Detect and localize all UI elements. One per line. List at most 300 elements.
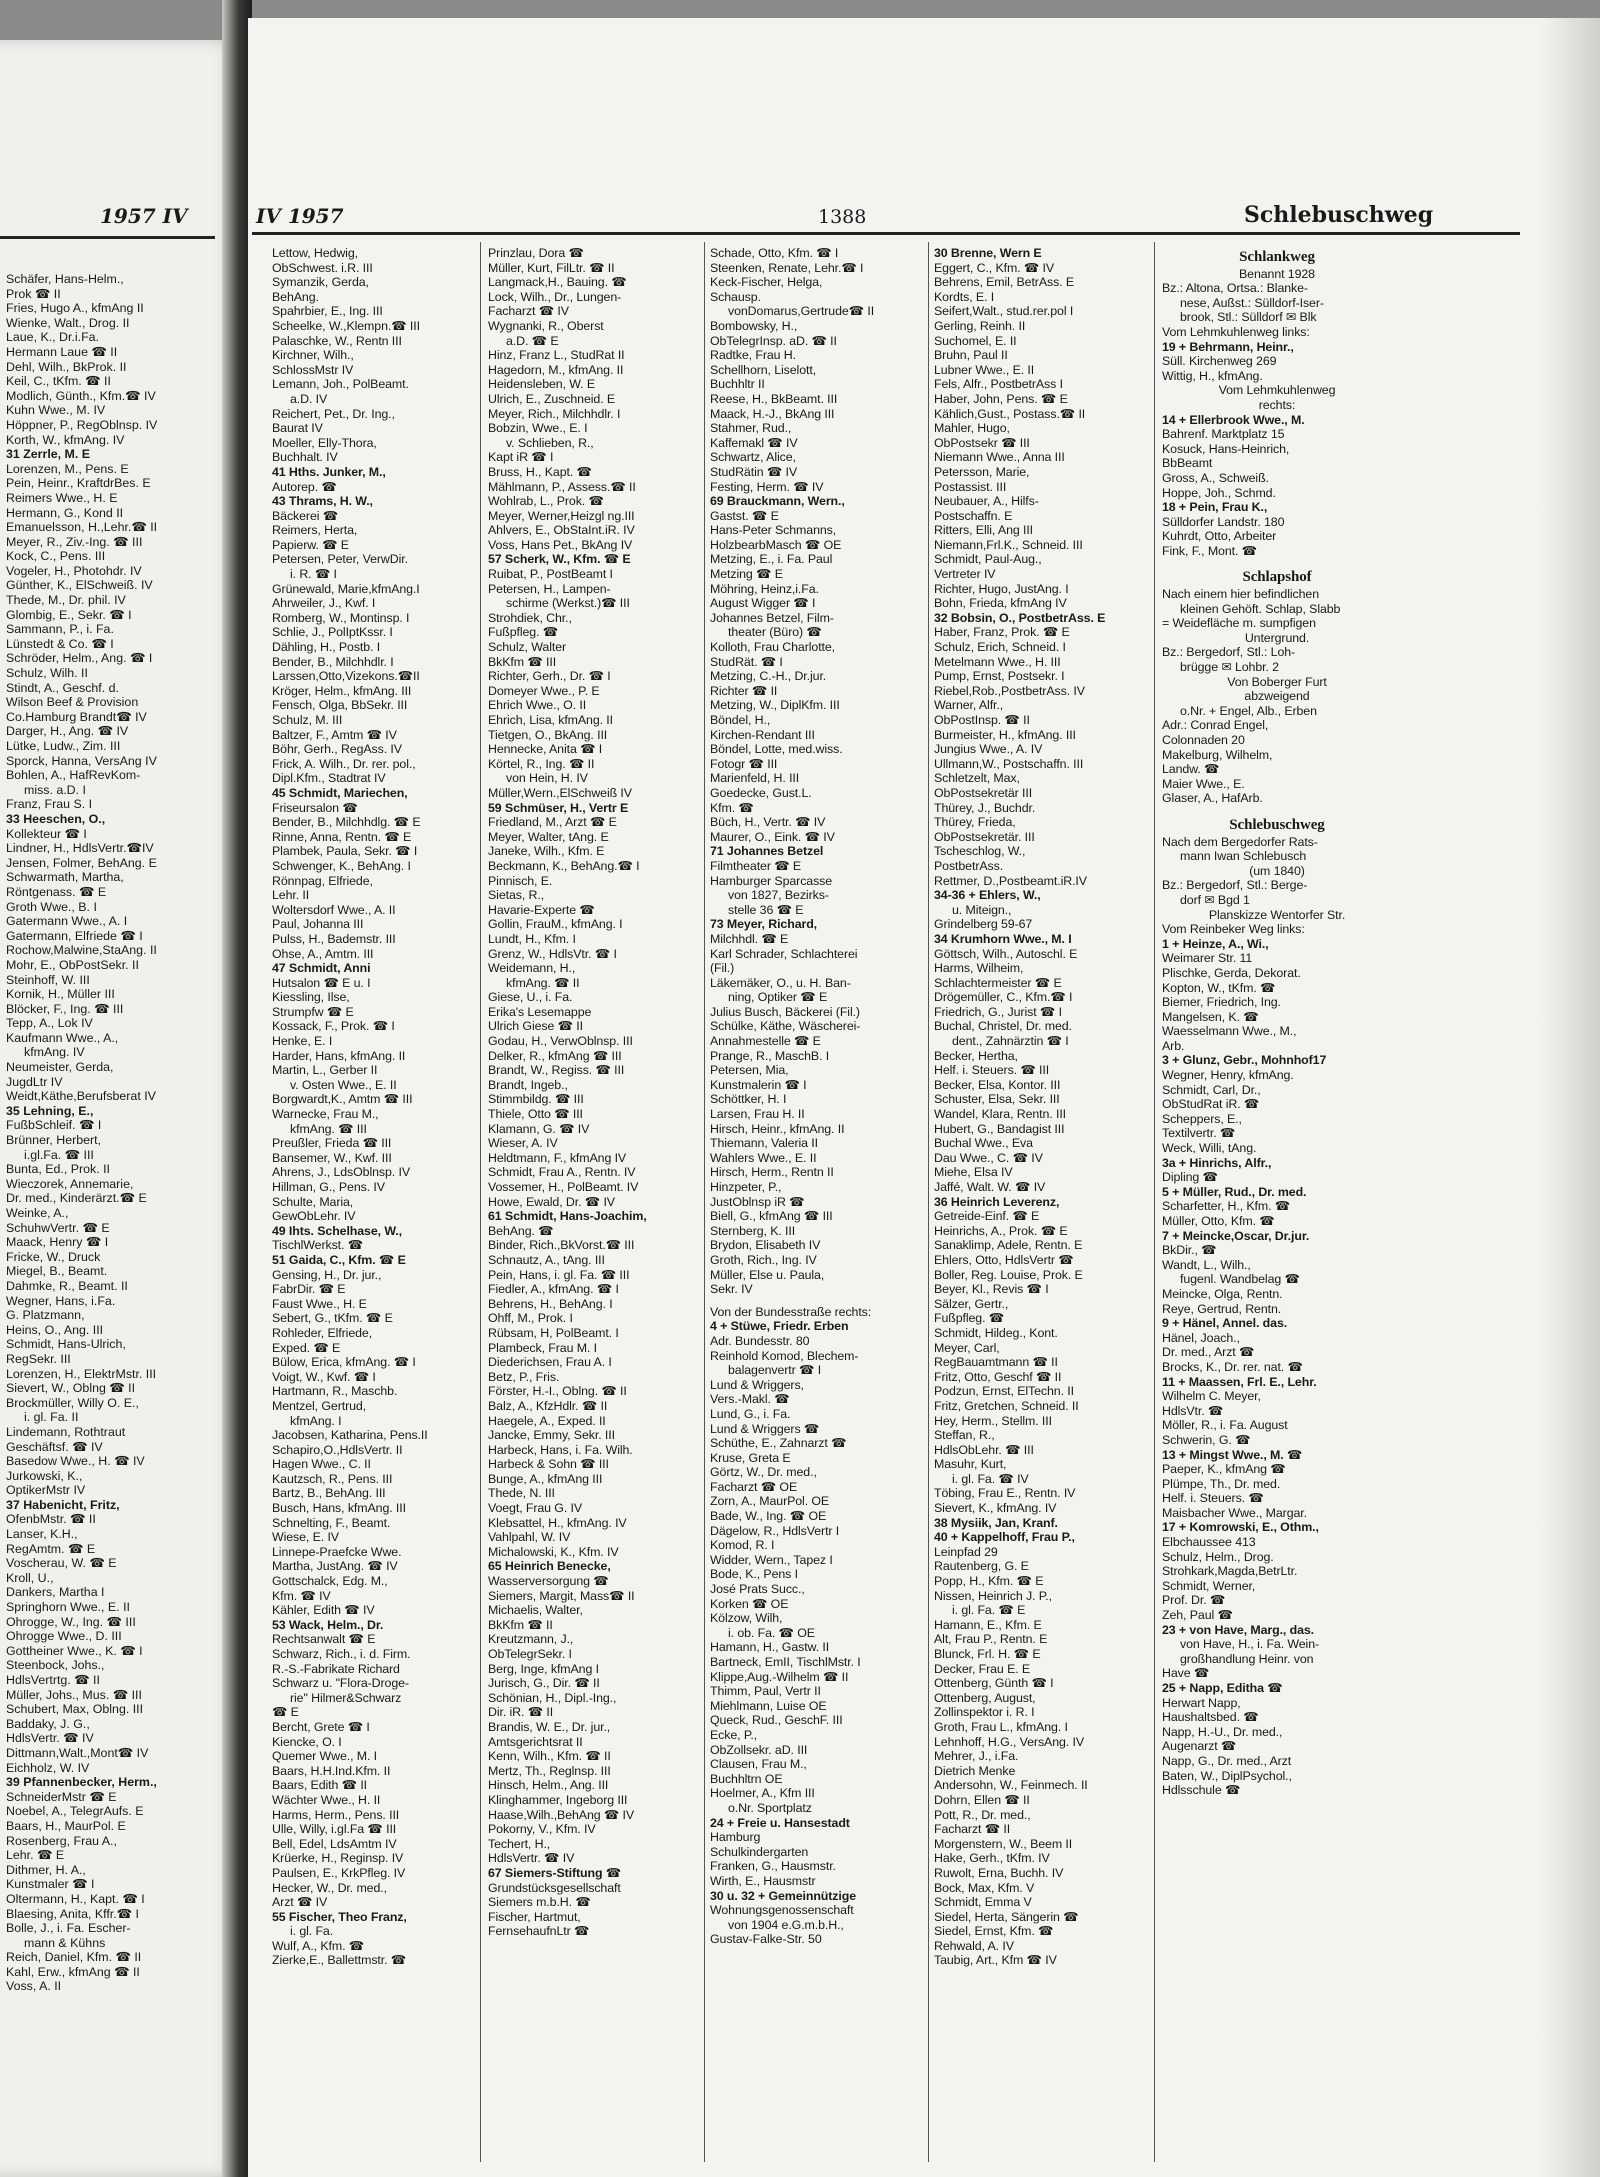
directory-entry-line: Siemers m.b.H. ☎ bbox=[488, 1895, 591, 1910]
directory-entry-line: Hubert, G., Bandagist III bbox=[934, 1121, 1065, 1136]
directory-entry-line: Lorenzen, M., Pens. E bbox=[6, 461, 129, 476]
directory-entry-line: Fußpfleg. ☎ bbox=[934, 1311, 1005, 1326]
directory-entry-line: i. R. ☎ I bbox=[290, 567, 337, 582]
directory-entry-line: Alt, Frau P., Rentn. E bbox=[934, 1632, 1048, 1647]
directory-entry-line: Schmidt, Carl, Dr., bbox=[1162, 1082, 1261, 1097]
directory-entry-line: Hoppe, Joh., Schmd. bbox=[1162, 485, 1276, 500]
street-heading: Schlankweg bbox=[1239, 250, 1315, 265]
directory-entry-line: August Wigger ☎ I bbox=[710, 596, 816, 611]
directory-entry-line: StudRät. ☎ I bbox=[710, 654, 783, 669]
directory-entry-line: 19 + Behrmann, Heinr., bbox=[1162, 339, 1294, 354]
directory-entry-line: Kenn, Wilh., Kfm. ☎ II bbox=[488, 1749, 611, 1764]
directory-entry-line: Widder, Wern., Tapez I bbox=[710, 1552, 833, 1567]
directory-entry-line: Steinhoff, W. III bbox=[6, 972, 90, 987]
directory-entry-line: 5 + Müller, Rud., Dr. med. bbox=[1162, 1184, 1307, 1199]
directory-entry-line: Goedecke, Gust.L. bbox=[710, 785, 812, 800]
directory-entry-line: Rautenberg, G. E bbox=[934, 1559, 1029, 1574]
directory-entry-line: BehAng. ☎ bbox=[488, 1223, 554, 1238]
directory-entry-line: Grenz, W., HdlsVtr. ☎ I bbox=[488, 946, 617, 961]
directory-entry-line: JustOblnsp iR ☎ bbox=[710, 1194, 805, 1209]
directory-entry-line: Balz, A., KfzHdlr. ☎ II bbox=[488, 1398, 608, 1413]
directory-entry-line: Schmidt, Paul-Aug., bbox=[934, 552, 1042, 567]
street-heading: Schlebuschweg bbox=[1229, 817, 1325, 833]
directory-entry-line: Bell, Edel, LdsAmtm IV bbox=[272, 1836, 397, 1851]
directory-entry-line: Symanzik, Gerda, bbox=[272, 275, 369, 290]
directory-column-4 bbox=[934, 246, 1146, 2166]
directory-entry-line: Kuhrdt, Otto, Arbeiter bbox=[1162, 529, 1277, 544]
directory-entry-line: Nach dem Bergedorfer Rats- bbox=[1162, 834, 1318, 849]
directory-entry-line: Klinghammer, Ingeborg III bbox=[488, 1792, 628, 1807]
directory-entry-line: Warnecke, Frau M., bbox=[272, 1107, 379, 1122]
directory-entry-line: Kuhn Wwe., M. IV bbox=[6, 403, 106, 418]
directory-entry-line: ning, Optiker ☎ E bbox=[728, 990, 828, 1005]
directory-entry-line: Göttsch, Wilh., Autoschl. E bbox=[934, 946, 1078, 961]
directory-entry-line: Harms, Wilheim, bbox=[934, 961, 1024, 976]
directory-entry-line: Kölzow, Wilh, bbox=[710, 1611, 783, 1626]
directory-entry-line: Dr. med., Kinderärzt.☎ E bbox=[6, 1191, 147, 1206]
directory-entry-line: Decker, Frau E. E bbox=[934, 1661, 1031, 1676]
directory-entry-line: Ottenberg, Günth ☎ I bbox=[934, 1676, 1054, 1691]
directory-entry-line: Reimers Wwe., H. E bbox=[6, 490, 118, 505]
directory-entry-line: Busch, Hans, kfmAng. III bbox=[272, 1501, 406, 1516]
directory-entry-line: Hey, Herm., Stellm. III bbox=[934, 1413, 1052, 1428]
directory-entry-line: Schmidt, Emma V bbox=[934, 1895, 1032, 1910]
directory-entry-line: 40 + Kappelhoff, Frau P., bbox=[934, 1530, 1075, 1545]
directory-entry-line: Harbeck, Hans, i. Fa. Wilh. bbox=[488, 1442, 633, 1457]
directory-entry-line: Pein, Heinr., KraftdrBes. E bbox=[6, 476, 151, 491]
directory-entry-line: Friseursalon ☎ bbox=[272, 800, 358, 815]
directory-entry-line: Schwartz, Alice, bbox=[710, 450, 796, 465]
directory-entry-line: Rochow,Malwine,StaAng. II bbox=[6, 943, 157, 958]
directory-entry-line: Vom Lehmkuhlenweg links: bbox=[1162, 324, 1310, 339]
directory-entry-line: Woltersdorf Wwe., A. II bbox=[272, 902, 396, 917]
directory-entry-line: 38 Mysiik, Jan, Kranf. bbox=[934, 1515, 1058, 1530]
directory-entry-line: Wahlers Wwe., E. II bbox=[710, 1150, 817, 1165]
directory-entry-line: Röntgenass. ☎ E bbox=[6, 884, 107, 899]
directory-entry-line: Bz.: Altona, Ortsa.: Blanke- bbox=[1162, 281, 1308, 296]
directory-entry-line: Steenbock, Johs., bbox=[6, 1658, 105, 1673]
directory-entry-line: Schöttker, H. I bbox=[710, 1092, 787, 1107]
directory-entry-line: Lünstedt & Co. ☎ I bbox=[6, 636, 114, 651]
directory-entry-line: Böndel, H., bbox=[710, 713, 771, 727]
directory-entry-line: Kolloth, Frau Charlotte, bbox=[710, 640, 836, 655]
directory-entry-line: Springhorn Wwe., E. II bbox=[6, 1600, 130, 1615]
directory-entry-line: Hans-Peter Schmanns, bbox=[710, 523, 837, 538]
directory-entry-line: StudRätin ☎ IV bbox=[710, 464, 798, 479]
directory-entry-line: Bz.: Bergedorf, Stl.: Berge- bbox=[1162, 878, 1308, 893]
directory-entry-line: Kähler, Edith ☎ IV bbox=[272, 1603, 375, 1618]
right-page-header-left: IV 1957 bbox=[256, 204, 344, 228]
directory-entry-line: RegAmtm. ☎ E bbox=[6, 1541, 96, 1556]
directory-entry-line: Rübsam, H, PolBeamt. I bbox=[488, 1325, 619, 1340]
directory-entry-line: Schwarz, Rich., i. d. Firm. bbox=[272, 1647, 411, 1661]
directory-entry-line bbox=[1162, 558, 1392, 566]
directory-entry-line: Gottschalck, Edg. M., bbox=[272, 1574, 388, 1589]
directory-entry-line: Arb. bbox=[1162, 1038, 1185, 1053]
directory-entry-line: a.D. IV bbox=[290, 391, 328, 406]
directory-entry-line: 30 u. 32 + Gemeinnützige bbox=[710, 1888, 856, 1903]
directory-entry-line: Miehe, Elsa IV bbox=[934, 1165, 1013, 1180]
directory-entry-line: Von Boberger Furt bbox=[1227, 674, 1327, 689]
directory-entry-line: Kock, C., Pens. III bbox=[6, 549, 106, 564]
directory-entry-line: FabrDir. ☎ E bbox=[272, 1282, 346, 1297]
directory-entry-line: Howe, Ewald, Dr. ☎ IV bbox=[488, 1194, 615, 1209]
directory-entry-line: von Hein, H. IV bbox=[506, 771, 588, 786]
directory-entry-line: Taubig, Art., Kfm ☎ IV bbox=[934, 1953, 1057, 1968]
directory-entry-line: Kossack, F., Prok. ☎ I bbox=[272, 1019, 395, 1034]
directory-entry-line: Schäfer, Hans-Helm., bbox=[6, 272, 124, 286]
directory-entry-line: Hermann Laue ☎ II bbox=[6, 344, 118, 359]
directory-entry-line: Müller, Otto, Kfm. ☎ bbox=[1162, 1214, 1275, 1228]
directory-entry-line: Faust Wwe., H. E bbox=[272, 1296, 367, 1311]
directory-entry-line: Brandt, W., Regiss. ☎ III bbox=[488, 1063, 625, 1078]
directory-entry-line: Becker, Elsa, Kontor. III bbox=[934, 1077, 1061, 1092]
right-header-rule bbox=[252, 232, 1520, 235]
directory-entry-line: Keil, C., tKfm. ☎ II bbox=[6, 374, 111, 389]
directory-entry-line: Rechtsanwalt ☎ E bbox=[272, 1632, 376, 1647]
directory-entry-line: Kollekteur ☎ I bbox=[6, 826, 87, 841]
directory-entry-line: Hoelmer, A., Kfm III bbox=[710, 1786, 815, 1801]
column-divider bbox=[704, 242, 705, 2162]
directory-entry-line: Blaesing, Anita, Kffr.☎ I bbox=[6, 1906, 139, 1921]
left-page-header: 1957 IV bbox=[100, 204, 188, 228]
directory-entry-line: Buchhltrn OE bbox=[710, 1771, 783, 1786]
directory-entry-line: Petersen, H., Lampen- bbox=[488, 581, 611, 596]
directory-entry-line: Bobzin, Wwe., E. I bbox=[488, 421, 588, 436]
directory-entry-line: Süll. Kirchenweg 269 bbox=[1162, 354, 1277, 369]
directory-entry-line: Paul, Johanna III bbox=[272, 917, 364, 932]
directory-entry-line: BkDir., ☎ bbox=[1162, 1243, 1217, 1258]
directory-entry-line: Oltermann, H., Kapt. ☎ I bbox=[6, 1891, 145, 1906]
directory-entry-line: Müller, Else u. Paula, bbox=[710, 1267, 825, 1282]
directory-entry-line: Miegel, B., Beamt. bbox=[6, 1264, 108, 1279]
directory-entry-line: Tepp, A., Lok IV bbox=[6, 1016, 93, 1031]
directory-entry-line: Mählmann, P., Assess.☎ II bbox=[488, 479, 636, 494]
directory-entry-line: Pein, Hans, i. gl. Fa. ☎ III bbox=[488, 1267, 630, 1282]
directory-entry-line: Kaffemakl ☎ IV bbox=[710, 435, 798, 450]
directory-entry-line: Haber, John, Pens. ☎ E bbox=[934, 391, 1068, 406]
directory-entry-line: Friedrich, G., Jurist ☎ I bbox=[934, 1004, 1062, 1019]
directory-entry-line: Petersson, Marie, bbox=[934, 464, 1030, 479]
directory-entry-line: Mehrer, J., i.Fa. bbox=[934, 1749, 1019, 1764]
directory-entry-line: Warner, Alfr., bbox=[934, 698, 1004, 713]
directory-entry-line: Hermann, G., Kond II bbox=[6, 505, 124, 520]
directory-entry-line: von 1827, Bezirks- bbox=[728, 888, 829, 903]
directory-entry-line: Zierke,E., Ballettmstr. ☎ bbox=[272, 1953, 407, 1968]
directory-entry-line: Baltzer, F., Amtm ☎ IV bbox=[272, 727, 397, 742]
directory-entry-line: Vom Reinbeker Weg links: bbox=[1162, 922, 1305, 937]
directory-entry-line: Baars, H.H.Ind.Kfm. II bbox=[272, 1763, 391, 1778]
directory-entry-line: ☎ E bbox=[272, 1705, 299, 1720]
directory-entry-line: 41 Hths. Junker, M., bbox=[272, 464, 386, 479]
directory-entry-line: PostbetrAss. bbox=[934, 858, 1004, 873]
directory-entry-line: Facharzt ☎ II bbox=[934, 1822, 1011, 1837]
directory-entry-line: Buchal Wwe., Eva bbox=[934, 1136, 1033, 1151]
directory-entry-line: Dithmer, H. A., bbox=[6, 1862, 86, 1877]
directory-entry-line: 34-36 + Ehlers, W., bbox=[934, 888, 1041, 903]
directory-entry-line: Vom Lehmkuhlenweg bbox=[1218, 383, 1336, 398]
directory-entry-line: Napp, H.-U., Dr. med., bbox=[1162, 1724, 1283, 1739]
directory-entry-line: Gottheiner Wwe., K. ☎ I bbox=[6, 1643, 143, 1658]
directory-entry-line: BehAng. bbox=[272, 289, 319, 304]
directory-entry-line: Nach einem hier befindlichen bbox=[1162, 587, 1319, 602]
directory-entry-line: ObStudRat iR. ☎ bbox=[1162, 1097, 1260, 1112]
directory-entry-line: Bade, W., Ing. ☎ OE bbox=[710, 1509, 827, 1524]
directory-entry-line: Kaufmann Wwe., A., bbox=[6, 1030, 119, 1045]
directory-entry-line: Voigt, W., Kwf. ☎ I bbox=[272, 1369, 376, 1384]
directory-entry-line: 36 Heinrich Leverenz, bbox=[934, 1194, 1060, 1209]
directory-entry-line: Miehlmann, Luise OE bbox=[710, 1698, 827, 1713]
directory-entry-line: Sekr. IV bbox=[710, 1282, 753, 1297]
directory-entry-line: u. Miteign., bbox=[952, 902, 1012, 917]
directory-entry-line: Hinz, Franz L., StudRat II bbox=[488, 348, 625, 363]
directory-entry-line: Möhring, Heinz,i.Fa. bbox=[710, 581, 819, 596]
directory-entry-line: Kruse, Greta E bbox=[710, 1450, 791, 1465]
directory-entry-line: Siedel, Ernst, Kfm. ☎ bbox=[934, 1924, 1054, 1939]
directory-entry-line: Bülow, Erica, kfmAng. ☎ I bbox=[272, 1355, 416, 1370]
directory-entry-line: Fußpfleg. ☎ bbox=[488, 625, 559, 640]
directory-entry-line: Kunstmalerin ☎ I bbox=[710, 1077, 807, 1092]
directory-entry-line: Kordts, E. I bbox=[934, 289, 995, 304]
directory-entry-line: Vahlpahl, W. IV bbox=[488, 1530, 571, 1545]
directory-entry-line: = Weidefläche m. sumpfigen bbox=[1162, 616, 1316, 631]
right-page bbox=[248, 18, 1600, 2177]
directory-entry-line: Dehl, Wilh., BkProk. II bbox=[6, 359, 127, 374]
directory-entry-line: Harms, Herm., Pens. III bbox=[272, 1807, 400, 1822]
directory-entry-line: i. gl. Fa. ☎ IV bbox=[952, 1471, 1029, 1486]
directory-entry-line: 4 + Stüwe, Friedr. Erben bbox=[710, 1319, 849, 1334]
directory-column-1 bbox=[272, 246, 472, 2166]
directory-entry-line: Voss, Hans Pet., BkAng IV bbox=[488, 537, 633, 552]
directory-entry-line: Plischke, Gerda, Dekorat. bbox=[1162, 965, 1301, 980]
directory-entry-line: Masuhr, Kurt, bbox=[934, 1457, 1007, 1472]
directory-entry-line: Jensen, Folmer, BehAng. E bbox=[6, 855, 157, 870]
directory-entry-line: rie" Hilmer&Schwarz bbox=[290, 1690, 402, 1705]
directory-entry-line: Becker, Hertha, bbox=[934, 1048, 1018, 1063]
directory-entry-line: RegBauamtmann ☎ II bbox=[934, 1355, 1058, 1370]
directory-entry-line: HdlsObLehr. ☎ III bbox=[934, 1442, 1034, 1457]
directory-entry-line: Biemer, Friedrich, Ing. bbox=[1162, 995, 1281, 1010]
directory-entry-line: Schuster, Elsa, Sekr. III bbox=[934, 1092, 1060, 1107]
directory-entry-line: Franz, Frau S. I bbox=[6, 797, 93, 812]
directory-entry-line: Weinke, A., bbox=[6, 1206, 69, 1220]
directory-entry-line: Meyer, Werner,Heizgl ng.III bbox=[488, 508, 635, 523]
directory-entry-line: Rinne, Anna, Rentn. ☎ E bbox=[272, 829, 412, 844]
directory-entry-line: Ritters, Elli, Ang III bbox=[934, 523, 1034, 538]
directory-entry-line bbox=[710, 1297, 920, 1305]
directory-entry-line: Bender, B., Milchhdlg. ☎ E bbox=[272, 815, 421, 830]
directory-entry-line: Baars, Edith ☎ II bbox=[272, 1778, 367, 1793]
directory-entry-line: Metzing, W., DiplKfm. III bbox=[710, 698, 840, 713]
directory-entry-line: Maisbacher Wwe., Margar. bbox=[1162, 1505, 1307, 1520]
directory-entry-line: Berg, Inge, kfmAng I bbox=[488, 1661, 599, 1676]
directory-entry-line: Popp, H., Kfm. ☎ E bbox=[934, 1574, 1044, 1589]
directory-entry-line: Untergrund. bbox=[1244, 630, 1310, 645]
directory-entry-line: i. gl. Fa. bbox=[290, 1924, 334, 1939]
directory-entry-line: Hillman, G., Pens. IV bbox=[272, 1180, 385, 1194]
directory-entry-line: Klippe,Aug.-Wilhelm ☎ II bbox=[710, 1669, 849, 1684]
directory-entry-line: FußbSchleif. ☎ I bbox=[6, 1118, 102, 1133]
directory-entry-line: Hecker, W., Dr. med., bbox=[272, 1880, 387, 1895]
directory-entry-line: Jancke, Emmy, Sekr. III bbox=[488, 1428, 615, 1443]
directory-entry-line: Facharzt ☎ OE bbox=[710, 1479, 798, 1494]
directory-entry-line: Strohkark,Magda,BetrLtr. bbox=[1162, 1564, 1298, 1579]
directory-entry-line: Hamburger Sparcasse bbox=[710, 873, 833, 888]
directory-entry-line: 59 Schmüser, H., Vertr E bbox=[488, 800, 629, 815]
directory-entry-line: HdlsVertr. ☎ IV bbox=[488, 1851, 575, 1866]
directory-entry-line: Postassist. III bbox=[934, 479, 1007, 494]
directory-entry-line: 69 Brauckmann, Wern., bbox=[710, 494, 845, 509]
directory-entry-line: HdlsVertrtg. ☎ II bbox=[6, 1673, 100, 1687]
directory-entry-line: Böhr, Gerh., RegAss. IV bbox=[272, 742, 402, 757]
directory-entry-line: Schulz, M. III bbox=[272, 713, 343, 727]
directory-entry-line: 49 Ihts. Schelhase, W., bbox=[272, 1223, 402, 1238]
directory-entry-line: Büch, H., Vertr. ☎ IV bbox=[710, 815, 826, 830]
directory-entry-line: Emanuelsson, H.,Lehr.☎ II bbox=[6, 520, 158, 535]
directory-entry-line: 24 + Freie u. Hansestadt bbox=[710, 1815, 850, 1830]
directory-entry-line: v. Osten Wwe., E. II bbox=[290, 1077, 397, 1092]
directory-entry-line: Postschaffn. E bbox=[934, 508, 1013, 523]
directory-entry-line: Plambeck, Frau M. I bbox=[488, 1340, 597, 1355]
directory-entry-line: Rosenberg, Frau A., bbox=[6, 1833, 117, 1848]
directory-entry-line: Fritz, Gretchen, Schneid. II bbox=[934, 1398, 1079, 1413]
directory-entry-line: Schulz, Helm., Drog. bbox=[1162, 1549, 1274, 1564]
directory-entry-line: Drögemüller, C., Kfm.☎ I bbox=[934, 990, 1073, 1005]
directory-entry-line: Buchhltr II bbox=[710, 377, 765, 392]
directory-entry-line: Ruibat, P., PostBeamt I bbox=[488, 567, 613, 582]
directory-entry-line: Heldtmann, F., kfmAng IV bbox=[488, 1150, 627, 1165]
directory-entry-line: Lehnhoff, H.G., VersAng. IV bbox=[934, 1734, 1084, 1749]
directory-entry-line: Schulz, Erich, Schneid. I bbox=[934, 640, 1066, 655]
directory-entry-line: Brandis, W. E., Dr. jur., bbox=[488, 1719, 611, 1734]
directory-entry-line: Sternberg, K. III bbox=[710, 1223, 796, 1238]
directory-entry-line: Quemer Wwe., M. I bbox=[272, 1749, 378, 1764]
directory-entry-line: Hake, Gerh., tKfm. IV bbox=[934, 1851, 1050, 1866]
directory-entry-line: Wächter Wwe., H. II bbox=[272, 1792, 381, 1807]
directory-entry-line: BkKfm ☎ II bbox=[488, 1617, 553, 1632]
directory-entry-line: Niemann,Frl.K., Schneid. III bbox=[934, 537, 1083, 552]
directory-entry-line: Schwenger, K., BehAng. I bbox=[272, 858, 411, 873]
directory-entry-line: mann Iwan Schlebusch bbox=[1180, 849, 1307, 864]
directory-entry-line: Wandt, L., Wilh., bbox=[1162, 1257, 1251, 1272]
directory-entry-line: balagenvertr ☎ I bbox=[728, 1363, 822, 1378]
directory-entry-line: Palaschke, W., Rentn III bbox=[272, 333, 402, 348]
directory-entry-line: Läkemäker, O., u. H. Ban- bbox=[710, 975, 851, 990]
directory-entry-line: Fritz, Otto, Geschf ☎ II bbox=[934, 1369, 1062, 1384]
directory-entry-line: Buchhalt. IV bbox=[272, 450, 338, 465]
directory-entry-line: brügge ✉ Lohbr. 2 bbox=[1180, 660, 1279, 675]
directory-entry-line: Bolle, J., i. Fa. Escher- bbox=[6, 1921, 131, 1936]
directory-entry-line: Wegner, Henry, kfmAng. bbox=[1162, 1068, 1294, 1083]
directory-entry-line: OfenbMstr. ☎ II bbox=[6, 1512, 96, 1527]
directory-entry-line: Rehwald, A. IV bbox=[934, 1938, 1014, 1953]
directory-entry-line: Lubner Wwe., E. II bbox=[934, 362, 1035, 377]
directory-entry-line: Ahrens, J., LdsOblnsp. IV bbox=[272, 1165, 410, 1180]
directory-entry-line: Richter, Hugo, JustAng. I bbox=[934, 581, 1069, 596]
directory-entry-line: Fricke, W., Druck bbox=[6, 1249, 101, 1264]
directory-entry-line: 11 + Maassen, Frl. E., Lehr. bbox=[1162, 1374, 1317, 1389]
directory-entry-line: Bartz, B., BehAng. III bbox=[272, 1486, 386, 1501]
directory-entry-line: 61 Schmidt, Hans-Joachim, bbox=[488, 1209, 647, 1224]
directory-entry-line: Geschäftsf. ☎ IV bbox=[6, 1439, 103, 1454]
directory-entry-line: mann & Kühns bbox=[24, 1935, 106, 1950]
page-number: 1388 bbox=[818, 206, 867, 228]
directory-entry-line: Kiencke, O. I bbox=[272, 1734, 342, 1749]
directory-entry-line: Pulss, H., Bademstr. III bbox=[272, 931, 396, 946]
directory-entry-line: Dahmke, R., Beamt. II bbox=[6, 1278, 128, 1293]
directory-entry-line: Grundstücksgesellschaft bbox=[488, 1880, 621, 1895]
directory-entry-line: Mentzel, Gertrud, bbox=[272, 1398, 367, 1413]
directory-entry-line: Wirth, E., Hausmstr bbox=[710, 1873, 816, 1888]
directory-entry-line: Papierw. ☎ E bbox=[272, 537, 349, 552]
directory-entry-line: Bohlen, A., HafRevKom- bbox=[6, 768, 141, 783]
directory-entry-line: Napp, G., Dr. med., Arzt bbox=[1162, 1753, 1292, 1768]
directory-entry-line: Mertz, Th., Reglnsp. III bbox=[488, 1763, 611, 1778]
directory-entry-line: (um 1840) bbox=[1249, 863, 1305, 878]
directory-entry-line: Ecke, P., bbox=[710, 1727, 758, 1742]
directory-entry-line: Herwart Napp, bbox=[1162, 1695, 1241, 1710]
directory-entry-line: Plambek, Paula, Sekr. ☎ I bbox=[272, 844, 418, 859]
directory-entry-line: Schmidt, Hans-Ulrich, bbox=[6, 1337, 126, 1352]
directory-entry-line: Plümpe, Th., Dr. med. bbox=[1162, 1476, 1281, 1491]
directory-entry-line: i. gl. Fa. II bbox=[24, 1410, 79, 1425]
directory-entry-line: HdlsVtr. ☎ bbox=[1162, 1403, 1224, 1418]
directory-entry-line: Getreide-Einf. ☎ E bbox=[934, 1209, 1040, 1224]
directory-entry-line: Jaffé, Walt. W. ☎ IV bbox=[934, 1180, 1046, 1194]
directory-entry-line: Grünewald, Marie,kfmAng.I bbox=[272, 581, 420, 596]
directory-entry-line: Günther, K., ElSchweiß. IV bbox=[6, 578, 153, 593]
directory-entry-line: Filmtheater ☎ E bbox=[710, 858, 802, 873]
directory-entry-line: Bender, B., Milchhdlr. I bbox=[272, 654, 394, 669]
directory-entry-line: Thede, M., Dr. phil. IV bbox=[6, 593, 126, 608]
directory-entry-line: Havarie-Experte ☎ bbox=[488, 902, 595, 917]
directory-entry-line: Gross, A., Schweiß. bbox=[1162, 470, 1269, 485]
directory-entry-line: Schletzelt, Max, bbox=[934, 771, 1020, 786]
directory-entry-line: Beyer, Kl., Revis ☎ I bbox=[934, 1282, 1049, 1297]
directory-entry-line: Vertreter IV bbox=[934, 567, 996, 582]
directory-entry-line: Bunge, A., kfmAng III bbox=[488, 1471, 603, 1486]
directory-entry-line: Behrens, H., BehAng. I bbox=[488, 1296, 613, 1311]
directory-entry-line: kfmAng. ☎ II bbox=[506, 975, 580, 990]
directory-entry-line: Thürey, Frieda, bbox=[934, 815, 1016, 830]
directory-entry-line: Müller, Kurt, FilLtr. ☎ II bbox=[488, 260, 615, 275]
directory-entry-line: Lemann, Joh., PolBeamt. bbox=[272, 377, 409, 392]
directory-entry-line: Reinhold Komod, Blechem- bbox=[710, 1348, 859, 1363]
directory-entry-line: Haegele, A., Exped. II bbox=[488, 1413, 606, 1428]
directory-entry-line: abzweigend bbox=[1244, 689, 1310, 704]
directory-entry-line: Görtz, W., Dr. med., bbox=[710, 1465, 817, 1480]
directory-entry-line: Benannt 1928 bbox=[1239, 266, 1315, 281]
directory-entry-line: Pump, Ernst, Postsekr. I bbox=[934, 669, 1065, 684]
directory-entry-line: o.Nr. Sportplatz bbox=[728, 1800, 812, 1815]
directory-entry-line: Lehr. II bbox=[272, 888, 310, 903]
directory-entry-line: Weck, Willi, tAng. bbox=[1162, 1141, 1257, 1156]
directory-entry-line: HdlsVertr. ☎ IV bbox=[6, 1731, 94, 1746]
directory-entry-line: Kröger, Helm., kfmAng. III bbox=[272, 683, 412, 698]
directory-entry-line: Weidt,Käthe,Berufsberat IV bbox=[6, 1089, 156, 1104]
directory-entry-line: HolzbearbMasch ☎ OE bbox=[710, 537, 842, 552]
directory-entry-line: Johannes Betzel, Film- bbox=[710, 610, 834, 625]
directory-entry-line: Kornik, H., Müller III bbox=[6, 987, 115, 1002]
directory-entry-line: FernsehaufnLtr ☎ bbox=[488, 1924, 590, 1939]
directory-entry-line: Metzing, C.-H., Dr.jur. bbox=[710, 669, 827, 684]
directory-entry-line: 25 + Napp, Editha ☎ bbox=[1162, 1681, 1283, 1695]
directory-entry-line: Hennecke, Anita ☎ I bbox=[488, 742, 603, 757]
directory-entry-line: Janeke, Wilh., Kfm. E bbox=[488, 844, 605, 859]
directory-entry-line: Richter, Gerh., Dr. ☎ I bbox=[488, 669, 611, 684]
directory-entry-line: Basedow Wwe., H. ☎ IV bbox=[6, 1454, 145, 1469]
directory-entry-line: JugdLtr IV bbox=[6, 1074, 63, 1089]
